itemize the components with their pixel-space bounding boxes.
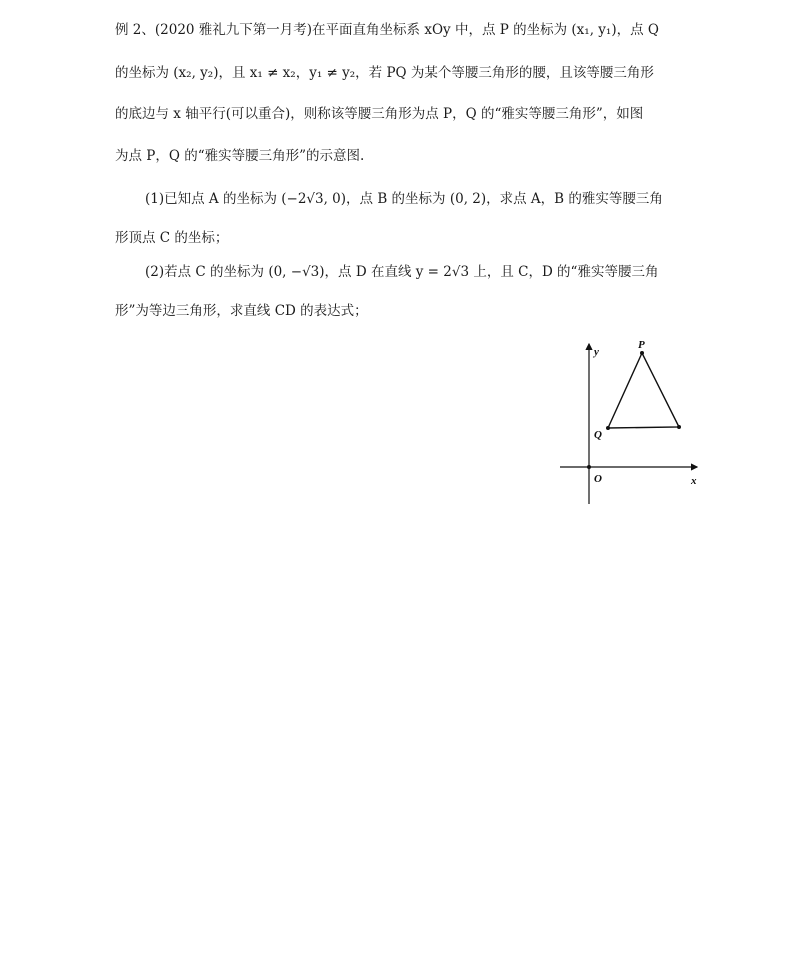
y-axis-label: y [594, 346, 599, 358]
problem-line-4: 为点 P，Q 的“雅实等腰三角形”的示意图. [115, 148, 365, 164]
origin-point [587, 465, 591, 469]
question-2-line-1: (2)若点 C 的坐标为 (0, −√3)，点 D 在直线 y = 2√3 上，且 C，D 的“雅实等腰三角 [145, 264, 659, 280]
problem-line-2: 的坐标为 (x₂, y₂)，且 x₁ ≠ x₂，y₁ ≠ y₂，若 PQ 为某个等腰三角形的腰，且该等腰三角形 [115, 65, 654, 81]
question-2-line-2: 形”为等边三角形，求直线 CD 的表达式； [115, 303, 368, 319]
x-axis-label: x [691, 475, 697, 487]
origin-label: O [594, 473, 602, 485]
triangle-vertex [677, 425, 681, 429]
point-q [606, 426, 610, 430]
question-1-line-1: (1)已知点 A 的坐标为 (−2√3, 0)，点 B 的坐标为 (0, 2)，求点 A，B 的雅实等腰三角 [145, 191, 663, 207]
problem-line-3: 的底边与 x 轴平行(可以重合)，则称该等腰三角形为点 P，Q 的“雅实等腰三角形”，如图 [115, 106, 644, 122]
question-1-line-2: 形顶点 C 的坐标； [115, 230, 229, 246]
point-p-label: P [638, 339, 645, 351]
point-q-label: Q [594, 429, 602, 441]
problem-line-1: 例 2、(2020 雅礼九下第一月考)在平面直角坐标系 xOy 中，点 P 的坐标为 (x₁, y₁)，点 Q [115, 22, 659, 38]
triangle-pqr [608, 353, 679, 428]
isosceles-triangle-diagram [556, 336, 706, 508]
point-p [640, 351, 644, 355]
